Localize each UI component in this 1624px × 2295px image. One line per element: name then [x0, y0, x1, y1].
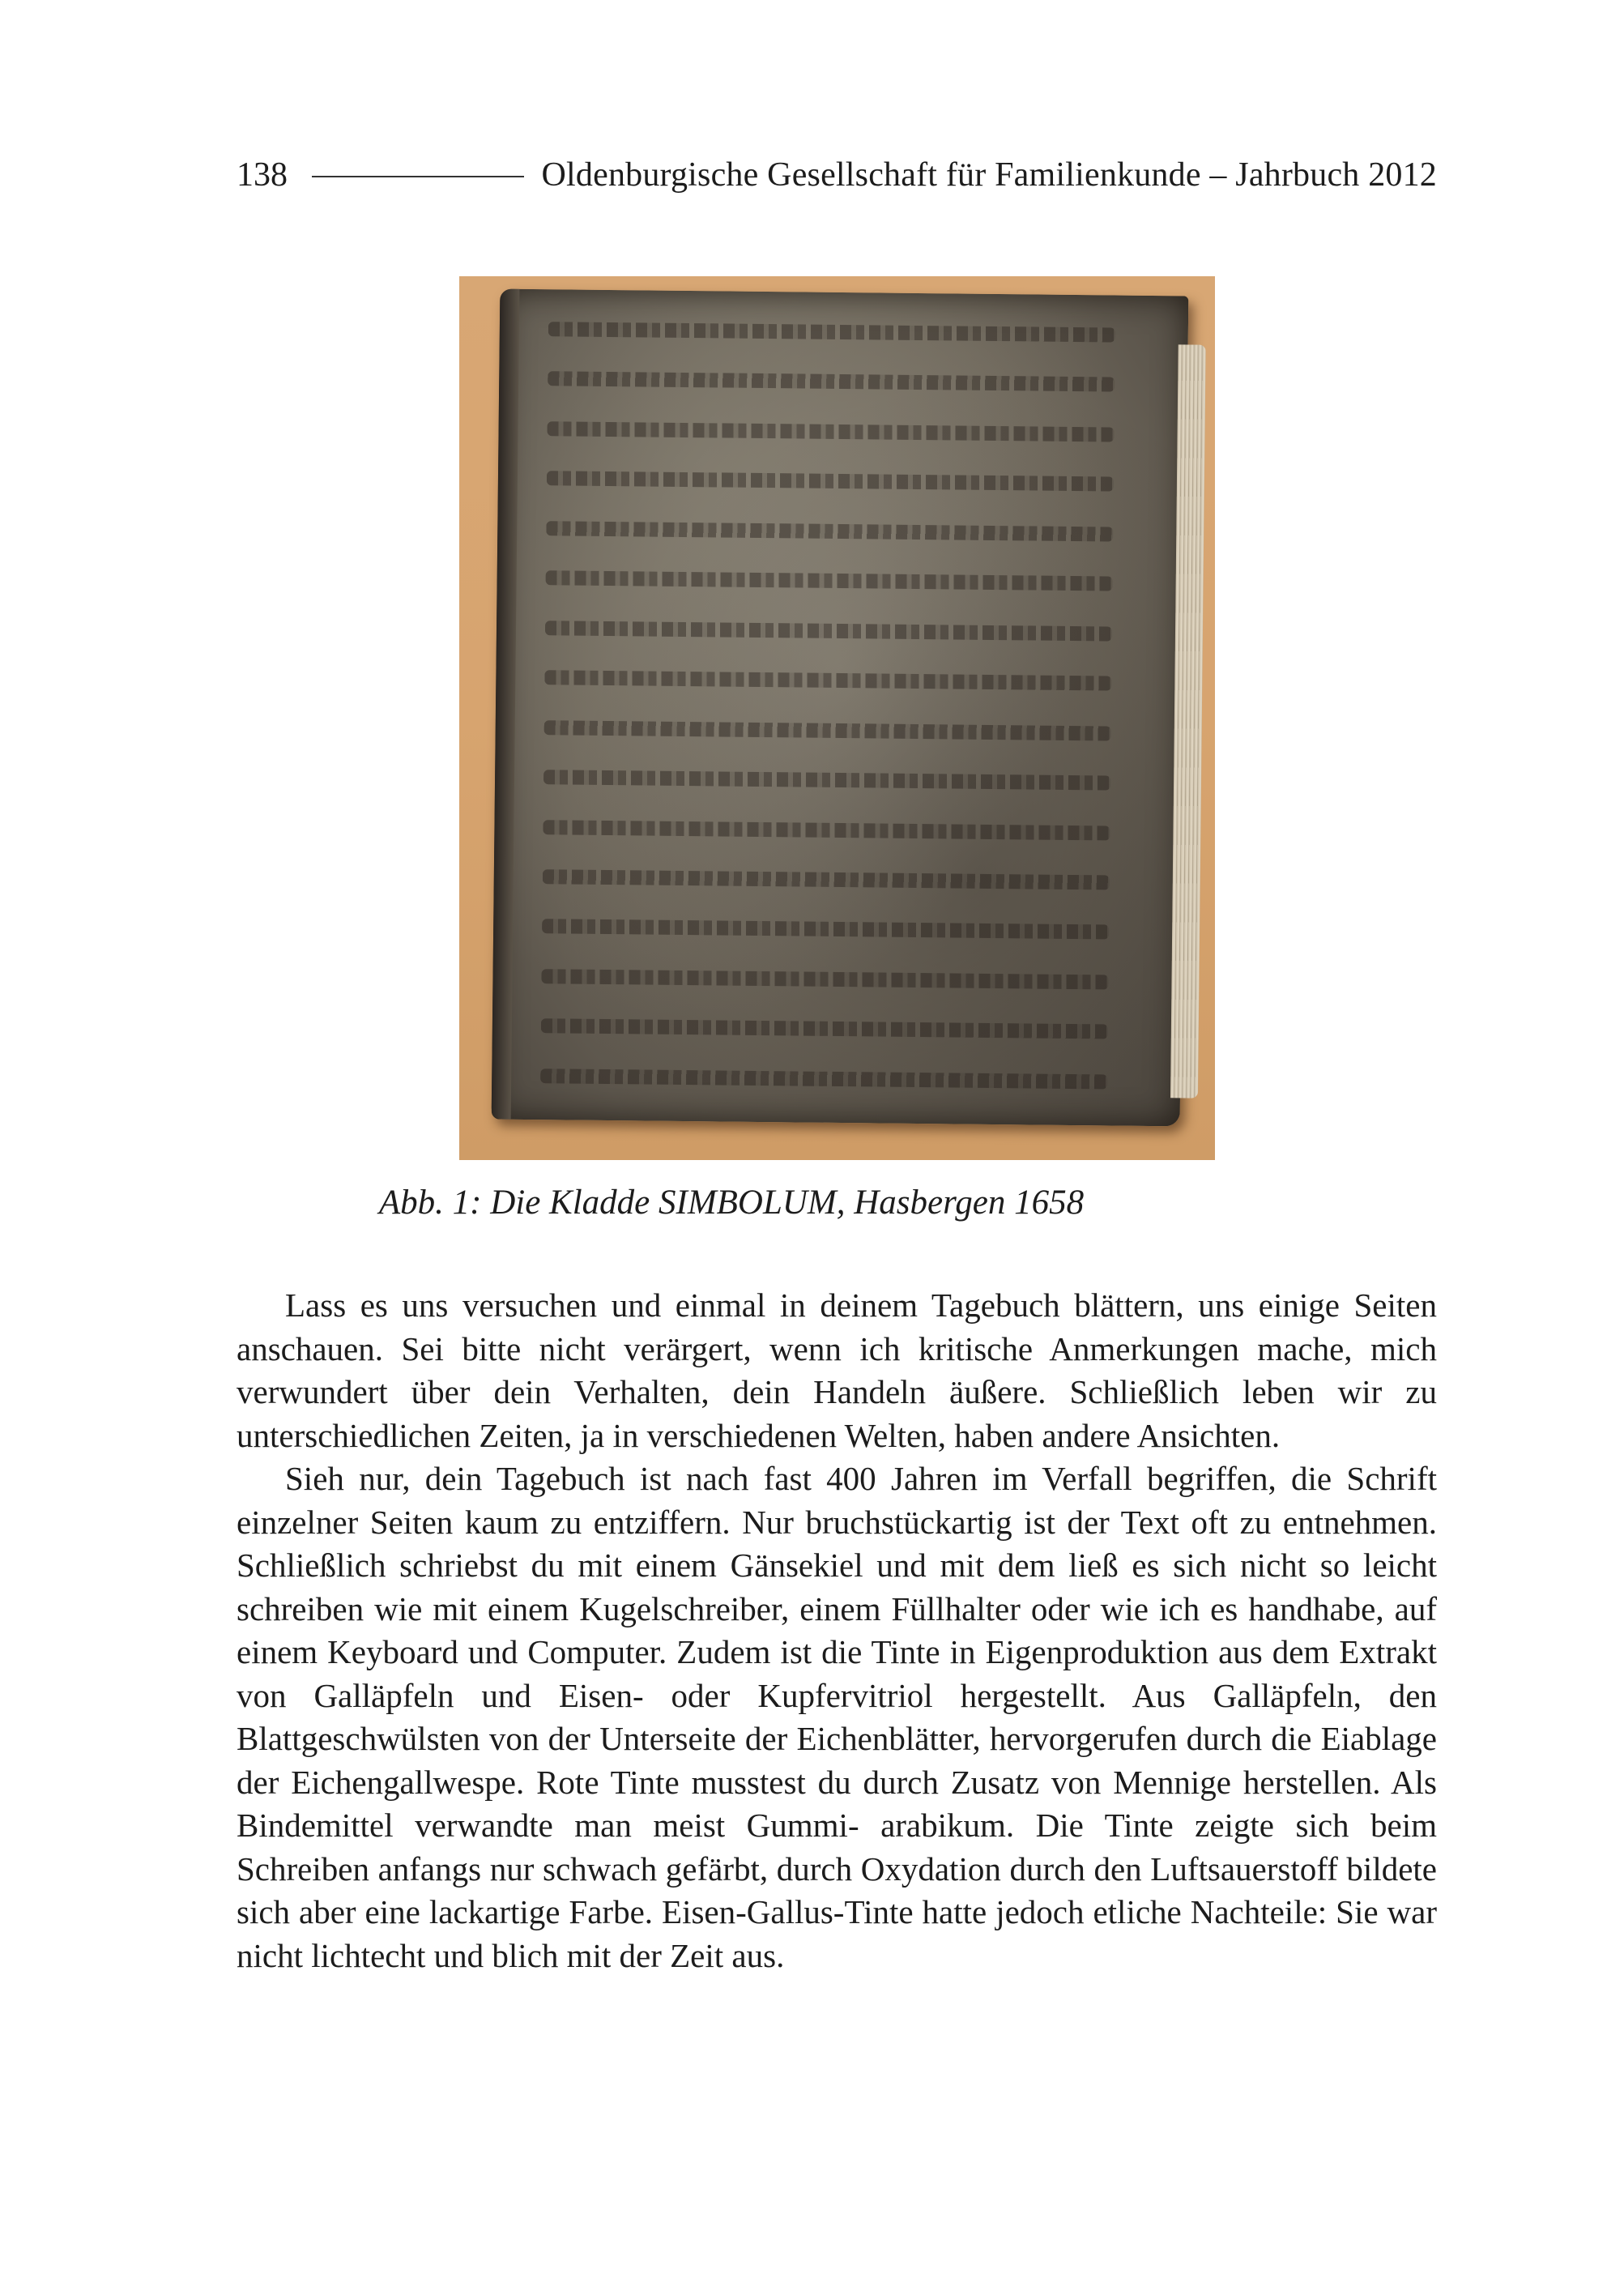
script-line — [548, 322, 1115, 342]
script-line — [540, 1069, 1107, 1089]
script-line — [543, 820, 1110, 840]
script-line — [547, 421, 1114, 442]
script-line — [541, 969, 1108, 989]
page-header — [237, 151, 1437, 199]
script-line — [547, 471, 1114, 492]
paragraph: Lass es uns versuchen und einmal in deinem Tagebuch blättern, uns einige Seiten anschauen. Sei bitte nicht verärgert, wenn ich kritische Anmerkungen mache, mich verwundert über dein Verhalten, dein Handeln äußere. Schließlich leben wir zu unterschiedlichen Zeiten, ja in verschiedenen Welten, haben andere Ansichten. — [237, 1286, 1437, 1454]
script-line — [542, 919, 1109, 940]
script-line — [544, 720, 1111, 740]
script-line — [543, 869, 1110, 889]
body-text — [237, 1284, 1437, 1977]
book-pages-edge — [1170, 344, 1206, 1098]
script-line — [546, 521, 1113, 541]
script-line — [541, 1019, 1108, 1039]
script-line — [544, 670, 1111, 690]
script-line — [545, 621, 1112, 641]
faded-script-texture — [540, 322, 1115, 1089]
figure-photo — [459, 276, 1215, 1160]
page-number: 138 — [237, 156, 288, 194]
paragraph: Sieh nur, dein Tagebuch ist nach fast 400 Jahren im Verfall begriffen, die Schrift einzelner Seiten kaum zu entziffern. Nur bruchstückartig ist der Text oft zu entnehmen. Schließlich schriebst du mit einem Gänsekiel und mit dem ließ es sich nicht so leicht schreiben wie mit einem Kugelschreiber, einem Füllhalter oder wie ich es handhabe, auf einem Keyboard und Computer. Zudem ist die Tinte in Eigenproduktion aus dem Extrakt von Galläpfeln und Eisen- oder Kupfervitriol hergestellt. Aus Galläpfeln, den Blattgeschwülsten von der Unterseite der Eichenblätter, hervorgerufen durch die Eiablage der Eichengallwespe. Rote Tinte musstest du durch Zusatz von Mennige herstellen. Als Bindemittel verwandte man meist Gummi- arabikum. Die Tinte zeigte sich beim Schreiben anfangs nur schwach gefärbt, durch Oxydation durch den Luftsauerstoff bildete sich aber eine lackartige Farbe. Eisen-Gallus-Tinte hatte jedoch etliche Nachteile: Sie war nicht lichtecht und blich mit der Zeit aus. — [237, 1460, 1437, 1974]
book-spine — [492, 289, 520, 1120]
figure-caption: Abb. 1: Die Kladde SIMBOLUM, Hasbergen 1658 — [378, 1184, 1085, 1222]
script-line — [546, 570, 1113, 591]
script-line — [543, 770, 1110, 790]
script-line — [548, 372, 1115, 392]
manuscript-book-image — [492, 289, 1189, 1127]
running-title: Oldenburgische Gesellschaft für Familienkunde – Jahrbuch 2012 — [541, 156, 1437, 194]
header-rule — [312, 176, 524, 177]
